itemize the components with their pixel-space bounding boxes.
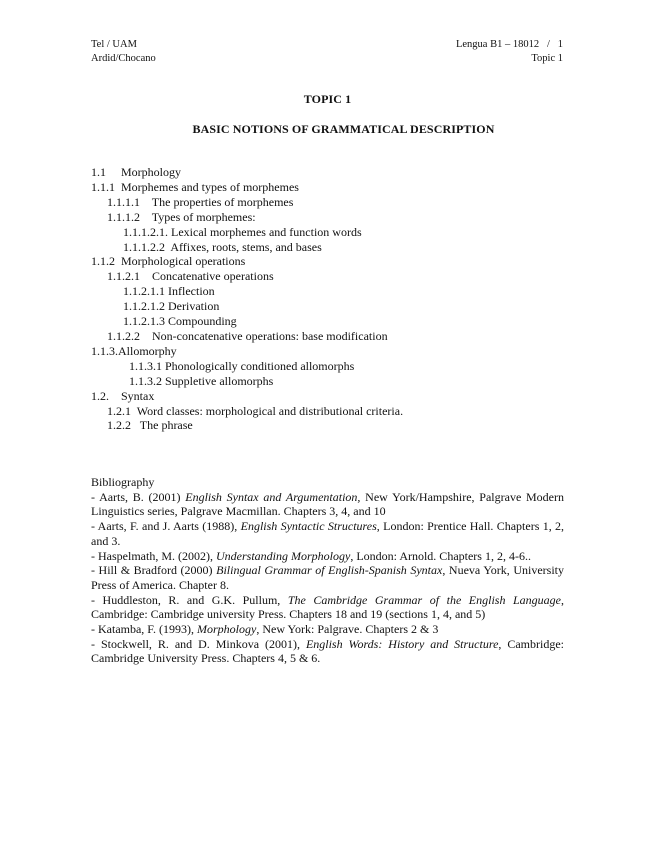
bibliography-heading: Bibliography <box>91 475 155 489</box>
entry-details: , Nueva York, University Press of America. Chapter 8. <box>91 563 565 592</box>
entry-author: - Stockwell, R. and D. Minkova (2001), <box>91 636 306 651</box>
outline-item: 1.2. Syntax <box>91 388 155 403</box>
entry-title: English Syntactic Structures <box>240 519 377 534</box>
outline-item: 1.2.1 Word classes: morphological and distributional criteria. <box>107 403 404 418</box>
entry-title: The Cambridge Grammar of the English Language <box>287 592 561 607</box>
entry-details: , London: Arnold. Chapters 1, 2, 4-6.. <box>350 548 531 563</box>
outline-item: 1.1.3.1 Phonologically conditioned allomorphs <box>129 358 355 373</box>
entry-author: - Huddleston, R. and G.K. Pullum, <box>91 592 288 607</box>
outline-item: 1.1.1.2.2 Affixes, roots, stems, and bases <box>123 239 322 254</box>
bibliography-entry <box>91 490 564 519</box>
page-title: TOPIC 1 <box>303 92 352 106</box>
entry-details: , Cambridge: Cambridge University Press. Chapters 4, 5 & 6. <box>91 636 565 666</box>
bibliography-entry <box>91 549 564 564</box>
entry-title: English Syntax and Argumentation, <box>185 489 361 504</box>
entry-title: Morphology <box>197 622 257 637</box>
outline-item: 1.1.2 Morphological operations <box>91 254 246 269</box>
bibliography-entry <box>91 519 564 548</box>
outline-item: 1.1 Morphology <box>91 165 181 179</box>
entry-title: Bilingual Grammar of English-Spanish Syntax <box>216 563 443 578</box>
entry-title: Understanding Morphology <box>215 548 351 563</box>
entry-author: - Hill & Bradford (2000) <box>91 563 217 578</box>
outline-item: 1.1.3.2 Suppletive allomorphs <box>129 373 274 388</box>
outline-item: 1.1.1 Morphemes and types of morphemes <box>91 179 299 194</box>
outline-item: 1.1.2.1 Concatenative operations <box>107 269 274 284</box>
outline-item: 1.1.2.1.2 Derivation <box>123 299 220 314</box>
header-course-page: Lengua B1 – 18012 / 1 <box>455 39 563 50</box>
outline-item: 1.1.1.1 The properties of morphemes <box>107 194 294 209</box>
entry-author: - Aarts, F. and J. Aarts (1988), <box>91 519 241 534</box>
bibliography-entry <box>91 593 564 622</box>
entry-details: , New York: Palgrave. Chapters 2 & 3 <box>256 622 439 637</box>
entry-title: English Words: History and Structure <box>305 636 499 651</box>
header-institution: Tel / UAM <box>91 39 137 50</box>
outline-item: 1.1.1.2.1. Lexical morphemes and function words <box>123 224 362 239</box>
entry-author: - Haspelmath, M. (2002), <box>91 548 216 563</box>
page-subtitle: BASIC NOTIONS OF GRAMMATICAL DESCRIPTION <box>192 122 495 136</box>
entry-author: - Aarts, B. (2001) <box>91 489 186 504</box>
bibliography-entry <box>91 563 564 592</box>
header-authors: Ardid/Chocano <box>91 53 156 64</box>
outline-item: 1.1.2.1.1 Inflection <box>123 284 215 299</box>
outline-item: 1.2.2 The phrase <box>107 418 193 433</box>
outline-item: 1.1.2.2 Non-concatenative operations: base modification <box>107 328 388 343</box>
bibliography-section <box>91 475 564 666</box>
entry-details: , Cambridge: Cambridge university Press. Chapters 18 and 19 (sections 1, 4, and 5) <box>91 592 564 622</box>
header-topic: Topic 1 <box>531 53 563 64</box>
entry-author: - Katamba, F. (1993), <box>91 622 198 637</box>
entry-details: , London: Prentice Hall. Chapters 1, 2, and 3. <box>91 519 565 548</box>
header-right <box>456 38 563 66</box>
outline-item: 1.1.3.Allomorphy <box>91 343 177 358</box>
outline-item: 1.1.1.2 Types of morphemes: <box>107 209 256 224</box>
bibliography-entry <box>91 622 564 637</box>
bibliography-entry <box>91 637 564 666</box>
topic-outline <box>91 165 403 433</box>
outline-item: 1.1.2.1.3 Compounding <box>123 314 237 329</box>
header-left <box>91 38 156 66</box>
entry-details: New York/Hampshire, Palgrave Modern Linguistics series, Palgrave Macmillan. Chapters 3, 4, and 10 <box>91 489 564 519</box>
